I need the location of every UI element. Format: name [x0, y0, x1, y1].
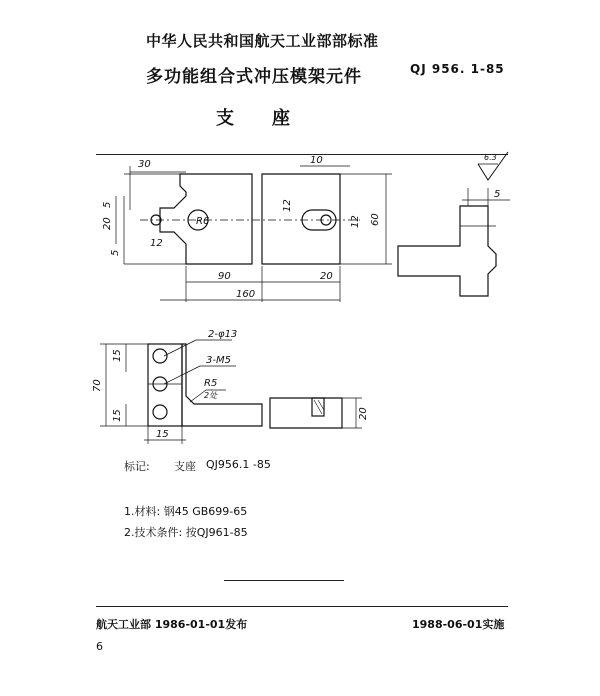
- note-technical-conditions: 2.技术条件: 按QJ961-85: [124, 526, 248, 539]
- dim-30: 30: [138, 159, 151, 170]
- dim-5b: 5: [110, 249, 121, 256]
- page-number: 6: [96, 640, 103, 653]
- part-title: 支座: [216, 108, 328, 129]
- top-view-right-block: [262, 174, 340, 264]
- note-material: 1.材料: 钢45 GB699-65: [124, 505, 248, 518]
- dim-12a: 12: [150, 238, 163, 249]
- marking-label: 标记:: [124, 460, 150, 473]
- dim-20c: 20: [358, 407, 369, 420]
- marking-name: 支座: [174, 460, 196, 473]
- dim-12b: 12: [282, 199, 293, 212]
- front-view-right-part: [270, 398, 342, 428]
- dim-5c: 5: [494, 189, 501, 200]
- dim-20b: 20: [320, 271, 333, 282]
- dim-m5: 3-M5: [206, 355, 231, 366]
- effective-date: 1988-06-01实施: [412, 618, 505, 631]
- dim-holes-13: 2-φ13: [208, 329, 238, 340]
- dim-15c: 15: [156, 429, 169, 440]
- standard-code: QJ 956. 1-85: [410, 62, 505, 76]
- dim-r5-note: 2处: [204, 391, 218, 400]
- dim-60: 60: [370, 213, 381, 226]
- roughness-value: 6.3: [484, 153, 497, 162]
- dim-5a: 5: [102, 201, 113, 208]
- dim-10: 10: [310, 155, 323, 166]
- dim-15a: 15: [112, 349, 123, 362]
- dim-15b: 15: [112, 409, 123, 422]
- dim-r5: R5: [204, 378, 218, 389]
- standard-organization: 中华人民共和国航天工业部部标准: [146, 32, 379, 50]
- end-rule: [224, 580, 344, 581]
- dim-160: 160: [236, 289, 256, 300]
- issuer-date: 航天工业部 1986-01-01发布: [96, 618, 248, 631]
- dim-r6: R6: [196, 216, 210, 227]
- footer-rule: [96, 606, 508, 607]
- dim-90: 90: [218, 271, 231, 282]
- dim-20a: 20: [102, 217, 113, 230]
- document-subtitle: 多功能组合式冲压模架元件: [146, 67, 362, 87]
- dim-70: 70: [92, 379, 103, 392]
- side-view: [398, 206, 496, 296]
- dim-12c: 12: [350, 215, 361, 228]
- marking-code: QJ956.1 -85: [206, 458, 271, 471]
